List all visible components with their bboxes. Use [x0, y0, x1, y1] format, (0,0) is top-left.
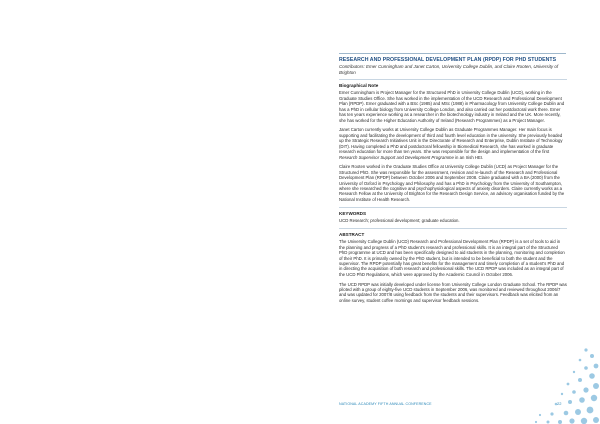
- decorative-dot: [593, 417, 599, 423]
- decorative-dot: [591, 395, 597, 401]
- abstract-paragraph-1: The University College Dublin (UCD) Research and Professional Development Plan (RPDP) is a set of tools to aid in the planning and progress of a PhD student's research and professional skills. It is an integral part of the Structured PhD programme at UCD and has been specifically designed to aid students in the planning, monitoring and completion of their PhD. It is primarily owned by the PhD student, but is intended to be beneficial to both the student and the supervisor. The RPDP potentially has great benefits for the management and timely completion of a student's PhD and in directing the acquisition of both research and professional skills. The UCD RPDP was included as an integral part of the UCD PhD Regulations, which were approved by the Academic Council in October 2006.: [339, 239, 565, 277]
- decorative-dot: [584, 366, 588, 370]
- decorative-dot: [593, 383, 599, 389]
- bio-paragraph-3: Claire Rooten worked in the Graduate Studies Office at University College Dublin (UCD) as Project Manager for the Structured PhD. She was responsible for the assessment, revision and re-launch of the Research and Professional Development Plan (RPDP) between October 2006 and September 2008. Claire graduated with a BA (2000) from the University of Oxford in Psychology and Philosophy and has a PhD in Psychology from the University of Southampton, where she researched the cognitive and psychophysiological aspects of anxiety disorders. Claire currently works as a Research Fellow at the University of Brighton for the Research Design Service, an advisory organisation funded by the National Institute of Health Research.: [339, 164, 565, 202]
- bio-paragraph-1: Emer Cunningham is Project Manager for the Structured PhD in University College Dublin (UCD), working in the Graduate Studies Office. She has worked in the implementation of the UCD Research and Professional Development Plan (RPDP). Emer graduated with a BSc (1985) and MSc (1988) in Pharmacology from University College Dublin and has a PhD in cellular biology from University College London, and also carried out her postdoctoral work there. Emer has ten years experience working as a researcher in the biotechnology industry in Ireland and the UK. More recently, she has worked for the Higher Education Authority of Ireland (Research Programmes) as a Project Manager.: [339, 90, 565, 123]
- bio-paragraph-2-end: in an Irish HEI.: [453, 154, 484, 160]
- section-divider: [339, 228, 567, 229]
- decorative-dot: [561, 393, 563, 395]
- decorative-dot: [575, 409, 581, 415]
- decorative-dot: [579, 359, 582, 362]
- decorative-dot: [547, 421, 550, 424]
- decorative-dot: [564, 411, 569, 416]
- section-divider: [339, 79, 567, 80]
- decorative-dot: [550, 412, 553, 415]
- decorative-dot: [594, 364, 599, 369]
- decorative-dot: [579, 397, 585, 403]
- page-number: 22: [557, 401, 562, 406]
- bio-paragraph-2-text: Janet Carton currently works at University College Dublin as Graduate Programmes Manager. Her main focus is supporting and facilitating the development of third and fourth level education in the university. She previously headed up the Strategic Research Initiatives Unit in the Directorate of Research and Enterprise, Dublin Institute of Technology (DIT). Having completed a PhD and postdoctoral fellowship in Biomedical Research, she has worked in graduate research education for more than ten years. She was responsible for the design and implementation of the first: [339, 127, 563, 155]
- decorative-dot: [572, 390, 576, 394]
- article-title: RESEARCH AND PROFESSIONAL DEVELOPMENT PLAN (RPDP) FOR PHD STUDENTS: [339, 57, 557, 63]
- conference-footer: NATIONAL ACADEMY FIFTH ANNUAL CONFERENCE: [339, 402, 432, 406]
- decorative-dot: [590, 354, 594, 358]
- decorative-dot: [568, 400, 572, 404]
- section-divider: [339, 207, 567, 208]
- article-content: [339, 57, 567, 308]
- decorative-dot: [581, 418, 587, 424]
- abstract-paragraph-2: The UCD RPDP was initially developed under license from University College London Graduate School. The RPDP was piloted with a group of eighty-five UCD students in September 2006, was monitored and reviewed throughout 2006/7 and was updated for 2007/8 using feedback from the students and their supervisors. Feedback was elicited from an online survey, student coffee mornings and supervisor feedback sessions.: [339, 281, 567, 303]
- contributors-line: Contributors: Emer Cunningham and Janet Carton, University College Dublin, and Claire Rooten, University of Brighton: [339, 64, 559, 75]
- bio-paragraph-2: [339, 127, 567, 160]
- decorative-dot: [583, 387, 588, 392]
- decorative-dot: [567, 383, 570, 386]
- abstract-heading: ABSTRACT: [339, 232, 365, 238]
- decorative-dot: [558, 420, 562, 424]
- decorative-dot: [539, 414, 541, 416]
- keywords-text: UCD Research; professional development; graduate education.: [339, 218, 460, 224]
- keywords-heading: KEYWORDS: [339, 211, 367, 217]
- decorative-dot: [578, 378, 582, 382]
- header-rule: [339, 53, 566, 54]
- decorative-dot: [535, 421, 537, 423]
- decorative-dot: [569, 418, 574, 423]
- decorative-dot: [589, 373, 595, 379]
- decorative-dot: [587, 407, 594, 414]
- bio-heading: Biographical Note: [339, 83, 379, 89]
- decorative-dot: [573, 371, 575, 373]
- decorative-dot: [584, 348, 587, 351]
- bio-paragraph-2-programme: Research Supervisor Support and Development Programme: [339, 154, 454, 160]
